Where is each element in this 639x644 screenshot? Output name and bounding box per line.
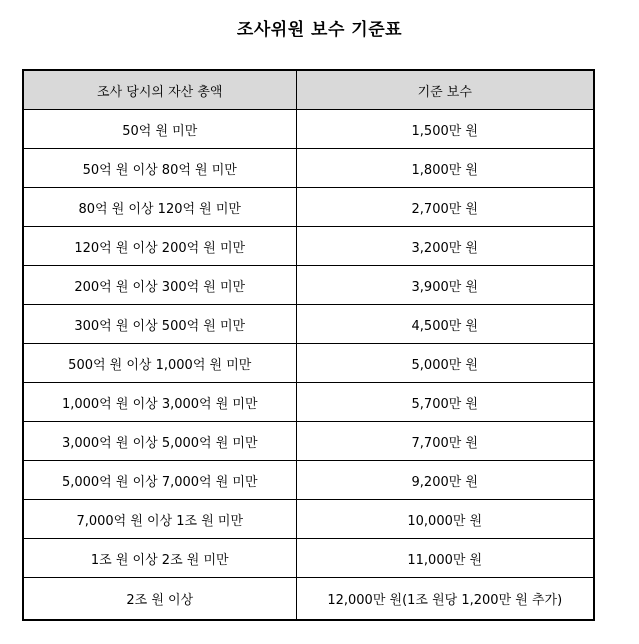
asset-range-cell: 50억 원 미만	[23, 110, 296, 149]
asset-range-cell: 500억 원 이상 1,000억 원 미만	[23, 344, 296, 383]
page-title: 조사위원 보수 기준표	[236, 20, 403, 40]
fee-cell: 12,000만 원(1조 원당 1,200만 원 추가)	[296, 578, 594, 621]
table-row	[23, 305, 594, 344]
asset-range-cell: 1,000억 원 이상 3,000억 원 미만	[23, 383, 296, 422]
column-header-base-fee: 기준 보수	[296, 70, 594, 110]
asset-range-cell: 50억 원 이상 80억 원 미만	[23, 149, 296, 188]
asset-range-cell: 80억 원 이상 120억 원 미만	[23, 188, 296, 227]
asset-range-cell: 300억 원 이상 500억 원 미만	[23, 305, 296, 344]
table-row	[23, 461, 594, 500]
table-row	[23, 500, 594, 539]
fee-cell: 1,500만 원	[296, 110, 594, 149]
table-row	[23, 266, 594, 305]
fee-cell: 9,200만 원	[296, 461, 594, 500]
fee-table	[22, 69, 595, 621]
asset-range-cell: 5,000억 원 이상 7,000억 원 미만	[23, 461, 296, 500]
table-row	[23, 344, 594, 383]
asset-range-cell: 1조 원 이상 2조 원 미만	[23, 539, 296, 578]
asset-range-cell: 200억 원 이상 300억 원 미만	[23, 266, 296, 305]
fee-cell: 1,800만 원	[296, 149, 594, 188]
column-header-asset-total: 조사 당시의 자산 총액	[23, 70, 296, 110]
fee-cell: 4,500만 원	[296, 305, 594, 344]
table-header-row	[23, 70, 594, 110]
table-row	[23, 227, 594, 266]
table-row	[23, 422, 594, 461]
fee-cell: 10,000만 원	[296, 500, 594, 539]
table-row	[23, 578, 594, 621]
fee-cell: 7,700만 원	[296, 422, 594, 461]
fee-cell: 5,700만 원	[296, 383, 594, 422]
fee-cell: 5,000만 원	[296, 344, 594, 383]
table-row	[23, 539, 594, 578]
table-row	[23, 383, 594, 422]
asset-range-cell: 2조 원 이상	[23, 578, 296, 621]
fee-cell: 3,900만 원	[296, 266, 594, 305]
fee-cell: 2,700만 원	[296, 188, 594, 227]
asset-range-cell: 7,000억 원 이상 1조 원 미만	[23, 500, 296, 539]
table-row	[23, 188, 594, 227]
asset-range-cell: 3,000억 원 이상 5,000억 원 미만	[23, 422, 296, 461]
table-row	[23, 149, 594, 188]
fee-cell: 11,000만 원	[296, 539, 594, 578]
table-row	[23, 110, 594, 149]
asset-range-cell: 120억 원 이상 200억 원 미만	[23, 227, 296, 266]
fee-cell: 3,200만 원	[296, 227, 594, 266]
